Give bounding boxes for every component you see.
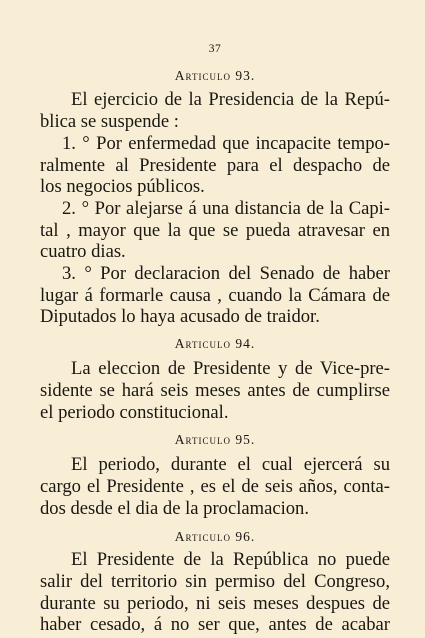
page-number: 37: [208, 43, 222, 55]
article-93-line-9: 3. ° Por declaracion del Senado de haber: [62, 263, 390, 284]
article-93-line-6: 2. ° Por alejarse á una distancia de la Capi-: [62, 198, 390, 219]
article-94-line-3: el periodo constitucional.: [40, 402, 229, 423]
article-heading-96: Articulo 96.: [174, 529, 256, 544]
article-93-line-3: 1. ° Por enfermedad que incapacite tempo-: [62, 133, 390, 154]
article-heading-94: Articulo 94.: [174, 336, 256, 351]
article-heading-93: Articulo 93.: [174, 68, 256, 83]
article-93-line-11: Diputados lo haya acusado de traidor.: [40, 306, 320, 327]
article-93-line-4: ralmente al Presidente para el despacho de: [40, 155, 390, 176]
article-93-line-7: tal , mayor que la que se pueda atravesar en: [40, 220, 390, 241]
article-94-line-1: La eleccion de Presidente y de Vice-pre-: [71, 358, 390, 379]
article-94-line-2: sidente se hará seis meses antes de cumplirse: [40, 380, 390, 401]
article-93-line-1: El ejercicio de la Presidencia de la Repú-: [71, 89, 390, 110]
article-93-line-10: lugar á formarle causa , cuando la Cámara de: [40, 285, 390, 306]
article-95-line-3: dos desde el dia de la proclamacion.: [40, 498, 309, 519]
article-93-line-2: blica se suspende :: [40, 111, 179, 132]
article-96-line-4: haber cesado, á no ser que, antes de acabar: [40, 614, 390, 635]
article-96-line-2: salir del territorio sin permiso del Congreso,: [40, 571, 390, 592]
article-heading-95: Articulo 95.: [174, 432, 256, 447]
article-96-line-3: durante su periodo, ni seis meses despues de: [40, 593, 390, 614]
article-93-line-8: cuatro dias.: [40, 241, 126, 262]
article-95-line-2: cargo el Presidente , es el de seis años, conta-: [40, 476, 390, 497]
article-96-line-1: El Presidente de la República no puede: [71, 549, 390, 570]
document-page: [40, 0, 390, 638]
article-93-line-5: los negocios públicos.: [40, 176, 205, 197]
article-95-line-1: El periodo, durante el cual ejercerá su: [71, 454, 390, 475]
